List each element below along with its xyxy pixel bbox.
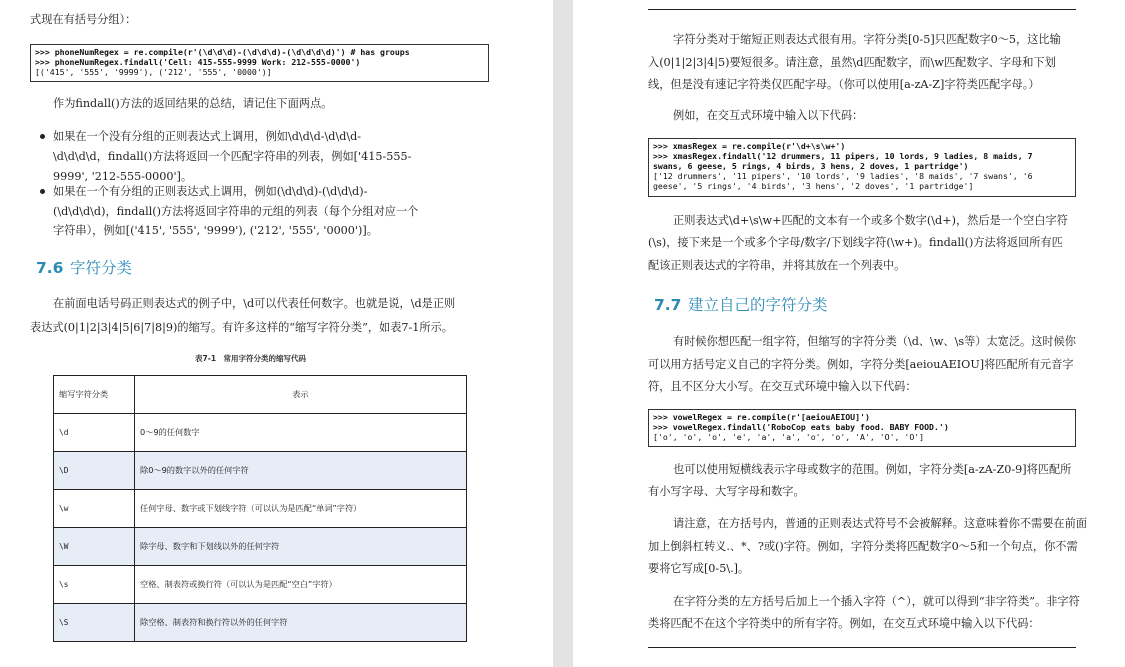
- table-caption: 表7-1 常用字符分类的缩写代码: [195, 354, 307, 363]
- paragraph-line: 在字符分类的左方括号后加上一个插入字符（^），就可以得到“非字符类”。非字符: [673, 595, 1080, 608]
- code-output: [('415', '555', '9999'), ('212', '555', '0000')]: [35, 67, 272, 77]
- code-block-xmas: [648, 138, 1076, 197]
- table-cell-desc: 除0～9的数字以外的任何字符: [135, 452, 467, 490]
- section-title: 字符分类: [70, 259, 133, 277]
- table-cell-desc: 除字母、数字和下划线以外的任何字符: [135, 528, 467, 566]
- table-row: [54, 414, 467, 452]
- paragraph-line: (\s)，接下来是一个或多个字母/数字/下划线字符(\w+)。findall()方法将返回所有匹: [648, 236, 1063, 249]
- table-cell-code: \D: [54, 452, 135, 490]
- paragraph-line: 请注意，在方括号内，普通的正则表达式符号不会被解释。这意味着你不需要在前面: [673, 517, 1087, 530]
- paragraph-line: 类将匹配不在这个字符类中的所有字符。例如，在交互式环境中输入以下代码：: [648, 617, 1040, 630]
- table-cell-desc: 除空格、制表符和换行符以外的任何字符: [135, 604, 467, 642]
- paragraph-line: 例如，在交互式环境中输入以下代码：: [673, 109, 864, 122]
- table-cell-desc: 空格、制表符或换行符（可以认为是匹配“空白”字符）: [135, 566, 467, 604]
- paragraph-line: 也可以使用短横线表示字母或数字的范围。例如，字符分类[a-zA-Z0-9]将匹配所: [673, 463, 1072, 476]
- table-cell-desc: 任何字母、数字或下划线字符（可以认为是匹配“单词”字符）: [135, 490, 467, 528]
- code-block-vowel: [648, 409, 1076, 447]
- paragraph-line: 有小写字母、大写字母和数字。: [648, 485, 805, 498]
- right-page: [573, 0, 1125, 667]
- paragraph-line: 入(0|1|2|3|4|5)要短很多。请注意，虽然\d匹配数字，而\w匹配数字、字母和下划: [648, 56, 1056, 69]
- paragraph-line: 符，且不区分大小写。在交互式环境中输入以下代码：: [648, 380, 917, 393]
- paragraph-line: 在前面电话号码正则表达式的例子中，\d可以代表任何数字。也就是说，\d是正则: [53, 297, 456, 310]
- table-row: [54, 490, 467, 528]
- table-row: [54, 604, 467, 642]
- code-line: >>> vowelRegex.findall('RoboCop eats baby food. BABY FOOD.'): [653, 422, 949, 432]
- paragraph-line: 线，但是没有速记字符类仅匹配字母。（你可以使用[a-zA-Z]字符类匹配字母。）: [648, 78, 1040, 91]
- paragraph-line: 可以用方括号定义自己的字符分类。例如，字符分类[aeiouAEIOU]将匹配所有元音字: [648, 358, 1074, 371]
- bullet-2-line: 如果在一个有分组的正则表达式上调用，例如(\d\d\d)-(\d\d\d)-: [53, 185, 368, 198]
- paragraph-line: 有时候你想匹配一组字符，但缩写的字符分类（\d、\w、\s等）太宽泛。这时候你: [673, 335, 1076, 348]
- char-class-table: [53, 375, 467, 642]
- paragraph-line: 字符分类对于缩短正则表达式很有用。字符分类[0-5]只匹配数字0～5，这比输: [673, 33, 1061, 46]
- table-header-cell: 表示: [135, 376, 467, 414]
- paragraph-line: 配该正则表达式的字符串，并将其放在一个列表中。: [648, 259, 906, 272]
- code-line: >>> vowelRegex = re.compile(r'[aeiouAEIOU]'): [653, 412, 870, 422]
- bullet-1-line: 9999', '212-555-0000']。: [53, 170, 193, 183]
- section-number: 7.6: [36, 259, 64, 277]
- section-heading-7-7: [654, 293, 828, 315]
- table-header-cell: 缩写字符分类: [54, 376, 135, 414]
- bullet-2-line: (\d\d\d\d)，findall()方法将返回字符串的元组的列表（每个分组对应一个: [53, 205, 419, 218]
- bullet-1-line: \d\d\d\d，findall()方法将返回一个匹配字符串的列表，例如['415-555-: [53, 150, 412, 163]
- top-rule: [648, 9, 1076, 10]
- left-page: [0, 0, 553, 667]
- paragraph-line: 表达式(0|1|2|3|4|5|6|7|8|9)的缩写。有许多这样的“缩写字符分类”，如表7-1所示。: [30, 321, 453, 334]
- code-block-findall-groups: [30, 44, 489, 82]
- bullet-dot: [40, 189, 45, 194]
- summary-paragraph: 作为findall()方法的返回结果的总结，请记住下面两点。: [53, 97, 333, 110]
- table-cell-desc: 0～9的任何数字: [135, 414, 467, 452]
- code-line: >>> phoneNumRegex.findall('Cell: 415-555-9999 Work: 212-555-0000'): [35, 57, 361, 67]
- section-number: 7.7: [654, 296, 682, 314]
- code-output: ['12 drummers', '11 pipers', '10 lords', '9 ladies', '8 maids', '7 swans', '6: [653, 171, 1033, 181]
- bullet-2-line: 字符串），例如[('415', '555', '9999'), ('212', '555', '0000')]。: [53, 224, 378, 237]
- table-header-row: [54, 376, 467, 414]
- bullet-1-line: 如果在一个没有分组的正则表达式上调用，例如\d\d\d-\d\d\d-: [53, 130, 362, 143]
- code-line: >>> xmasRegex.findall('12 drummers, 11 pipers, 10 lords, 9 ladies, 8 maids, 7: [653, 151, 1033, 161]
- table-cell-code: \s: [54, 566, 135, 604]
- code-line: >>> phoneNumRegex = re.compile(r'(\d\d\d)-(\d\d\d)-(\d\d\d\d)') # has groups: [35, 47, 410, 57]
- intro-line: 式现在有括号分组）：: [30, 13, 137, 26]
- table-cell-code: \d: [54, 414, 135, 452]
- section-title: 建立自己的字符分类: [688, 296, 828, 314]
- paragraph-line: 正则表达式\d+\s\w+匹配的文本有一个或多个数字(\d+)，然后是一个空白字符: [673, 214, 1068, 227]
- table-cell-code: \W: [54, 528, 135, 566]
- paragraph-line: 要将它写成[0-5\.]。: [648, 562, 750, 575]
- section-heading-7-6: [36, 256, 132, 278]
- table-row: [54, 528, 467, 566]
- bullet-dot: [40, 134, 45, 139]
- table-row: [54, 452, 467, 490]
- paragraph-line: 加上倒斜杠转义.、*、?或()字符。例如，字符分类将匹配数字0～5和一个句点，你不需: [648, 540, 1078, 553]
- code-output: ['o', 'o', 'o', 'e', 'a', 'a', 'o', 'o', 'A', 'O', 'O']: [653, 432, 925, 442]
- code-output: geese', '5 rings', '4 birds', '3 hens', '2 doves', '1 partridge']: [653, 181, 974, 191]
- table-cell-code: \S: [54, 604, 135, 642]
- code-line: >>> xmasRegex = re.compile(r'\d+\s\w+'): [653, 141, 846, 151]
- table-row: [54, 566, 467, 604]
- next-code-block-top-border: [648, 647, 1076, 648]
- table-cell-code: \w: [54, 490, 135, 528]
- code-line: swans, 6 geese, 5 rings, 4 birds, 3 hens, 2 doves, 1 partridge'): [653, 161, 969, 171]
